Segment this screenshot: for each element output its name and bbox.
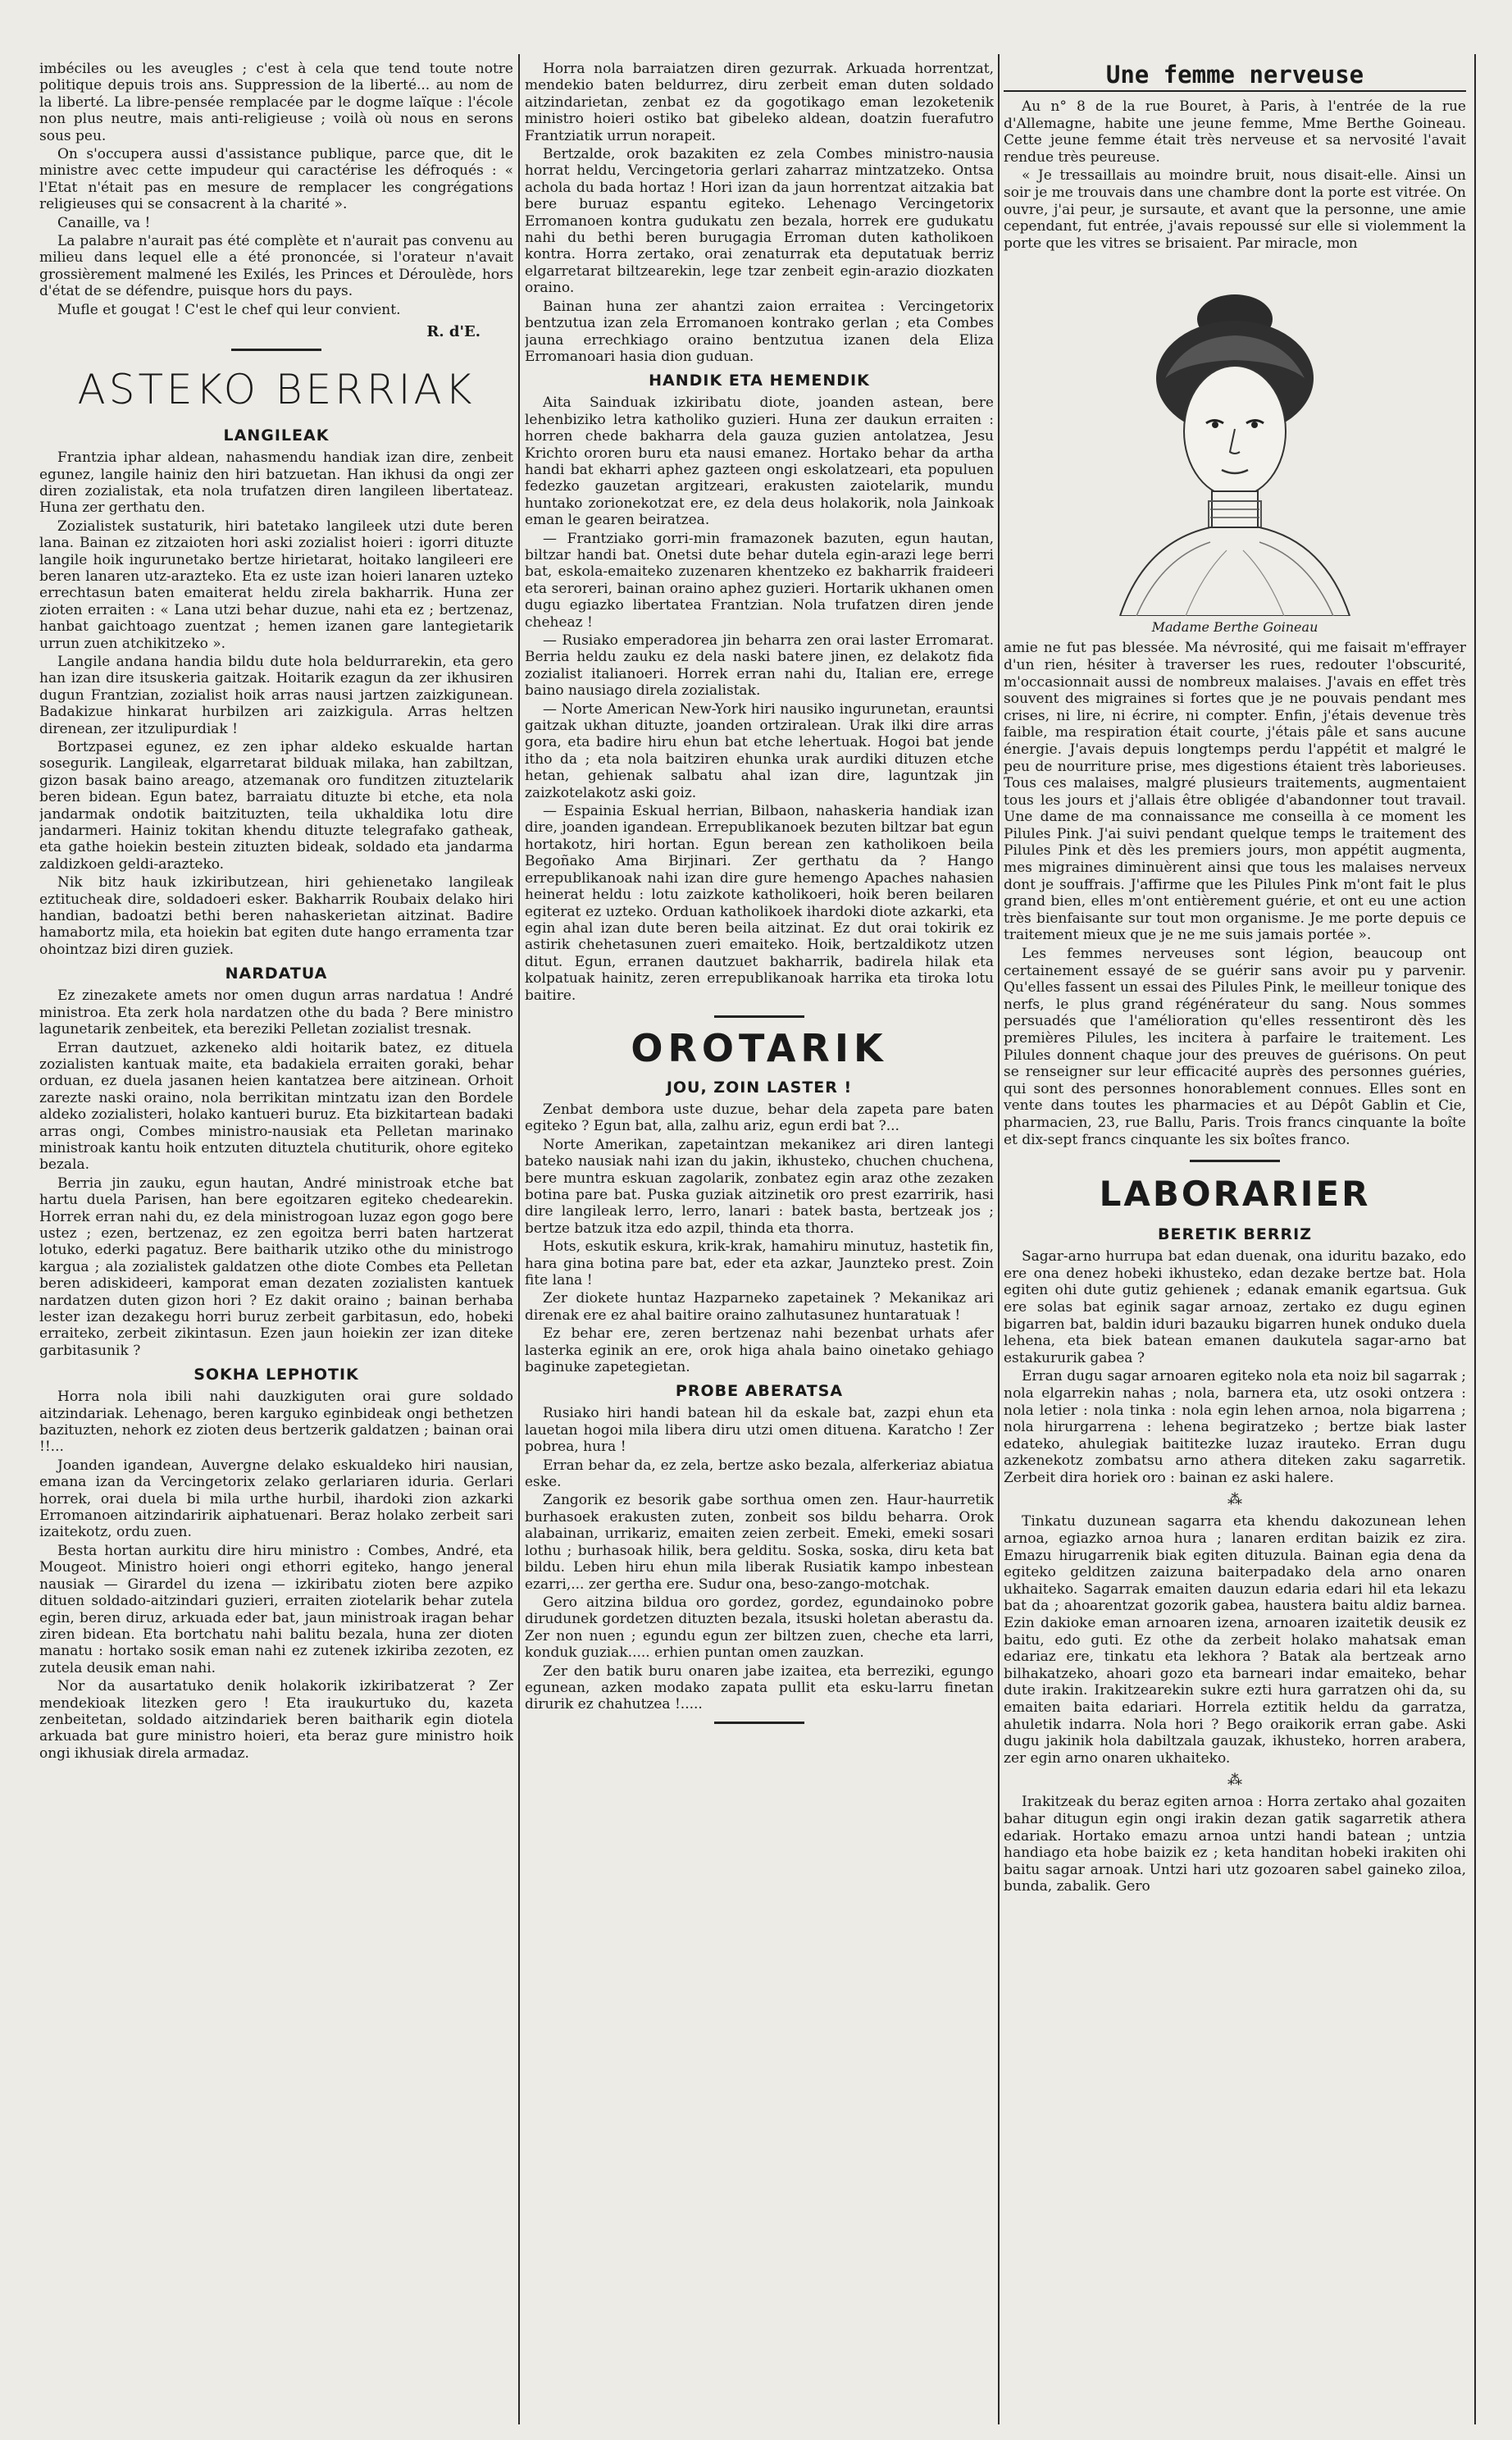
advert-title: Une femme nerveuse: [1004, 61, 1466, 92]
sokha-lephotik-article: [39, 1389, 513, 1762]
column-1: [39, 61, 513, 2423]
column-3: [1004, 61, 1466, 2423]
paragraph: Erran dautzuet, azkeneko aldi hoitarik batez, ez dituela zozialisten kantuak maite, eta badakiela erraiten goraki, behar orduan, ez duela jasanen heien kantatzea bere aitzinean. Orhoit zarezte naski oraino, nola berrikitan mintzatu izan den Bordele aldeko zozialisteri, holako kantueri buruz. Eta bizkitartean badaki arras ongi, Combes ministro-nausiak eta Pelletan marinako ministroak kantu hoik entzuten dituztela chutiturik, ohore egiteko bezala.: [39, 1039, 513, 1174]
paragraph: — Frantziako gorri-min framazonek bazuten, egun hautan, biltzar handi bat. Onetsi dute behar dutela egin-arazi lege berri bat, eskola-emaiteko zuzenaren khentzeko ez bakharrik fraideeri eta seroreri, bainan oraino aphez guzieri. Hortarik ukhanen omen dugu egiazko libertatea Frantzian. Nola trufatzen diren jende cheheaz !: [525, 530, 994, 631]
langileak-article: [39, 449, 513, 958]
divider: [231, 349, 321, 351]
divider: [1190, 1160, 1280, 1162]
paragraph: Norte Amerikan, zapetaintzan mekanikez ari diren lantegi bateko nausiak nahi izan du jakin, ikhusteko, chuchen chuchena, bere muntra eskuan zagolarik, zonbatez egin araz othe zezaken botina pare bat. Puska guziak aitzinetik oro prest ezarririk, hasi dire langileak lerro, lerro, lanari : batek basta, bertzeak jos ; bertze batzuk itza edo azpil, thinda eta thorra.: [525, 1136, 994, 1237]
jou-zoin-laster-article: [525, 1101, 994, 1376]
laborarier-text-c: [1004, 1794, 1466, 1895]
paragraph: Tinkatu duzunean sagarra eta khendu dakozunean lehen arnoa, egiazko arnoa hura ; lanaren erditan baizik ez zira. Emazu hirugarrenik biak egiten dituzula. Bainan egia dena da egiteko gelditzen zaizuna baiterpadako dela arno onaren ukhaiteko. Sagarrak emaiten dauzun edaria edari hil eta lekazu bat da ; ahoarentzat gozorik gabea, haustera baitu aldiz barnea. Ezin dakioke eman arnoaren izena, arnoaren izaitetik deusik ez baitu, edo guti. Ez othe da zerbeit holako mahatsak eman edariaz ere, tinkatu eta lekhora ? Batak ala bertzeak arno bilhakatzeko, ahoari gozo eta barneari indar emaiteko, behar dute irakin. Irakitzearekin sukre ezti hura garratzen ohi da, su emaiten baita edariari. Horrela eztitik heldu da garratza, ahuletik indarra. Nola hori ? Bego oraikorik erran gabe. Aski dugu jakinik hola dabiltzala gauzak, ikhusteko, horren arabera, zer egin arno onaren ukhaiteko.: [1004, 1513, 1466, 1767]
section-title-laborarier: LABORARIER: [1099, 1174, 1371, 1215]
asterism: ⁂: [1227, 1772, 1242, 1790]
nardatua-article: [39, 987, 513, 1359]
intro-article: [39, 61, 513, 318]
portrait-illustration: [1087, 255, 1382, 616]
divider: [714, 1015, 804, 1018]
paragraph: Frantzia iphar aldean, nahasmendu handiak izan dire, zenbeit egunez, langile hainiz den hiri batzuetan. Han ikhusi da ongi zer diren zozialistak, eta nola trufatzen diren langileen libertateaz. Huna zer gerthatu den.: [39, 449, 513, 517]
paragraph: Aita Sainduak izkiribatu diote, joanden astean, bere lehenbiziko letra katholiko guzieri. Huna zer daukun erraiten : horren chede bakharra dela gauza guzien antolatzea, Jesu Krichto ororen buru eta nausi emanez. Hortako behar da artha handi bat ekharri aphez gazteen ongi eskolatzeari, eta populuen fedezko gauzetan argitzeari, erakusten zaiotelarik, mundu huntako zorionekotzat ere, ez dela deus holakorik, nola Jainkoak eman le gearen beiratzea.: [525, 395, 994, 529]
paragraph: Horra nola barraiatzen diren gezurrak. Arkuada horrentzat, mendekio baten beldurrez, diru zerbeit eman duten soldado aitzindarietan, zenbat ez da gogotikago eman lezoketenik ministro hoieri ostiko bat gibeleko aldean, doatzin fuerafutro Frantziatik urrun norapeit.: [525, 61, 994, 144]
paragraph: Sagar-arno hurrupa bat edan duenak, ona iduritu bazako, edo ere ona denez hobeki ikhusteko, edan dezake bertze bat. Hola egiten ohi dute gutiz gehienek ; edanak emanik egartsua. Guk ere solas bat eginik sagar arnoaz, zertako ez dugu eginen bigarren bat, baldin iduri bazauku bigarren hunek onduko duela lehena, eta biek batean emanen daukutela sagar-arno bat estakururik gabea ?: [1004, 1248, 1466, 1366]
article-signature: R. d'E.: [426, 323, 480, 341]
advert-text-b: [1004, 640, 1466, 1148]
paragraph: Besta hortan aurkitu dire hiru ministro : Combes, André, eta Mougeot. Ministro hoieri ongi ethorri egiteko, hango jeneral nausiak — Girardel du izena — izkiribatu zioten bere azpiko dituen soldado-aitzindari guzieri, erraiten ziotelarik behar zutela egin, beren diruz, arkuada eder bat, jaun ministroak iragan behar ziren bidean. Eta bortchatu nahi balitu bezala, huna zer dioten manatu : hortako sosik eman nahi ez zutenek izkiriba zezoten, ez zutela deusik eman nahi.: [39, 1542, 513, 1676]
paragraph: — Espainia Eskual herrian, Bilbaon, nahaskeria handiak izan dire, joanden igandean. Errepublikanoek bezuten biltzar bat egun hortakotz, hiri hortan. Egun berean zen katholikoen beila Begoñako Ama Birjinari. Zer gerthatu da ? Hango errepublikanoak nahi izan dire gure hemengo Apaches nahasien heinerat heldu : lotu zaizkote katholikoeri, hoik beren beilaren egiterat ez uzteko. Orduan katholikoek ihardoki diote azkarki, eta egin ahal izan dute beren beila aitzinat. Ez dut orai tokirik ez astirik chehetasunen zueri emaiteko. Hoik, bertzaldikotz utzen ditut. Egun, erranen dautzuet bakharrik, badirela hilak eta kolpatuak hainitz, zeren errepublikanoak harrika eta tiroka lotu baitire.: [525, 803, 994, 1004]
column-rule: [998, 54, 1000, 2424]
paragraph: Joanden igandean, Auvergne delako eskualdeko hiri nausian, emana izan da Vercingetorix zelako gerlariaren iduria. Gerlari horrek, orai duela bi mila urthe hurbil, ihardoki zion azkarki Erromanoen aitzindaririk aiphatuenari. Beraz holako zerbeit sari izaitekotz, ordu zuen.: [39, 1457, 513, 1541]
section-title-asteko-berriak: ASTEKO BERRIAK: [77, 366, 476, 414]
paragraph: Nik bitz hauk izkiributzean, hiri gehienetako langileak eztitucheak dire, soldadoeri esker. Bakharrik Roubaix delako hiri handian, badoatzi bethi beren nahaskerietan aitzinat. Badire hamabortz mila, eta hoiekin bat egiten dute hango erramenta tzar ohointzaz bizi diren guziek.: [39, 874, 513, 958]
paragraph: — Rusiako emperadorea jin beharra zen orai laster Erromarat. Berria heldu zauku ez dela naski batere jinen, ez delakotz fida zozialist italianoeri. Horrek erran nahi du, Italian ere, errege baino nausiago direla zozialistak.: [525, 632, 994, 700]
paragraph: Bertzalde, orok bazakiten ez zela Combes ministro-nausia horrat heldu, Vercingetoria gerlari zaharraz mintzatzeko. Ontsa achola du bada hortaz ! Hori izan da jaun horrentzat aitzakia bat bere buruaz espantu egiteko. Lehenago Vercingetorix Erromanoen kontra gudukatu zen bezala, horrek ere gudukatu nahi du bethi beren burugagia Erroman duten katholikoen kontra. Horra zertako, orai zenaturrak eta deputatuak berriz elgarretarat biltzearekin, lege tzar zenbeit egin-arazio diozkaten oraino.: [525, 146, 994, 297]
section-title-orotarik: OROTARIK: [631, 1025, 888, 1070]
continued-article: [525, 61, 994, 365]
paragraph: Berria jin zauku, egun hautan, André ministroak etche bat hartu duela Parisen, han bere egoitzaren egiteko chedearekin. Horrek erran nahi du, ez dela ministrogoan luzaz egon gogo bere ustez ; ezen, bertzenaz, ez zen egoitza berri baten hartzerat lotuko, ederki pagatuz. Bere baitharik utziko othe du ministrogo kargua ; ala zozialistek galdatzen othe diote Combes eta Pelletan beren adiskideeri, kamporat eman dezaten zozialisten kantuek nardatzen duten gizon hori ? Ez dakit oraino ; bainan berhaba lester izan dezakegu horri buruz zerbeit garbitasun, edo, hobeki erraiteko, zerbeit zikintasun. Ezen jaun hoiekin zer izan diteke garbitasunik ?: [39, 1174, 513, 1359]
handik-eta-hemendik-article: [525, 395, 994, 1004]
paragraph: Ez zinezakete amets nor omen dugun arras nardatua ! André ministroa. Eta zerk hola nardatzen othe du bada ? Bere ministro lagunetarik zenbeitek, eta bereziki Pelletan zozialist tresnak.: [39, 987, 513, 1038]
subsection-title-beretik-berriz: BERETIK BERRIZ: [1157, 1225, 1312, 1244]
paragraph: Erran behar da, ez zela, bertze asko bezala, alferkeriaz abiatua eske.: [525, 1457, 994, 1491]
column-rule: [518, 54, 520, 2424]
laborarier-text-a: [1004, 1248, 1466, 1486]
paragraph: amie ne fut pas blessée. Ma névrosité, qui me faisait m'effrayer d'un rien, hésiter à traverser les rues, redouter l'obscurité, m'occasionnait aussi de nombreux malaises. J'avais en effet très souvent des migraines si fortes que je ne pouvais pendant mes crises, ni lire, ni écrire, ni compter. Enfin, j'étais devenue très faible, ma respiration était courte, j'étais pâle et sans aucune énergie. J'avais depuis longtemps perdu l'appétit et malgré le peu de nourriture prise, mes digestions étaient très laborieuses. Tous ces malaises, malgré plusieurs traitements, augmentaient tous les jours et j'allais être obligée d'abandonner tout travail. Une dame de ma connaissance me conseilla à ce moment les Pilules Pink. J'ai suivi pendant quelque temps le traitement des Pilules Pink et dès les premiers jours, mon appétit augmenta, mes migraines diminuèrent ainsi que tous les malaises nerveux dont je souffrais. J'affirme que les Pilules Pink m'ont fait le plus grand bien, elles m'ont entièrement guérie, et ont eu une action très bienfaisante sur tout mon organisme. Je me porte depuis ce traitement mieux que je ne me suis jamais portée ».: [1004, 640, 1466, 944]
probe-aberatsa-article: [525, 1405, 994, 1713]
paragraph: Canaille, va !: [57, 214, 151, 231]
paragraph: imbéciles ou les aveugles ; c'est à cela que tend toute notre politique depuis trois ans. Suppression de la liberté... au nom de la liberté. La libre-pensée remplacée par le dogme laïque : l'école non plus neutre, mais anti-religieuse ; voilà où nous en serons sous peu.: [39, 61, 513, 144]
paragraph: Zer diokete huntaz Hazparneko zapetainek ? Mekanikaz ari direnak ere ez ahal baitire oraino zalhutasunez huntaratuak !: [525, 1290, 994, 1324]
divider: [714, 1722, 804, 1724]
subsection-title-jou-zoin-laster: JOU, ZOIN LASTER !: [666, 1078, 853, 1097]
advert-text-a: [1004, 98, 1466, 252]
laborarier-text-b: [1004, 1513, 1466, 1767]
paragraph: Hots, eskutik eskura, krik-krak, hamahiru minutuz, hastetik fin, hara gina botina pare bat, eder eta azkar, Jaunzteko prest. Zoin fite lana !: [525, 1238, 994, 1288]
paragraph: Gero aitzina bildua oro gordez, gordez, egundainoko pobre dirudunek gordetzen dituzten bezala, itsuski holetan aberastu da. Zer non nuen ; egundu egun zer biltzen zuen, cheche eta larri, konduk guziak..... erhien puntan omen zauzkan.: [525, 1594, 994, 1662]
subsection-title-sokha-lephotik: SOKHA LEPHOTIK: [194, 1366, 359, 1384]
paragraph: Horra nola ibili nahi dauzkiguten orai gure soldado aitzindariak. Lehenago, beren karguko eginbideak ongi bethetzen bazituzten, nehork ez zioten deus bertzerik galdatzen ; bainan orai !!...: [39, 1389, 513, 1456]
paragraph: Irakitzeak du beraz egiten arnoa : Horra zertako ahal gozaiten bahar ditugun egin ongi irakin dezan gatik sagarretik athera edariak. Hortako emazu arnoa untzi handi batean ; untzia handiago eta hobe baizik ez ; keta handitan hobeki irakiten ohi baitu sagar arnoak. Untzi hari utz gozoaren sabel gaineko ziloa, bunda, zabalik. Gero: [1004, 1794, 1466, 1895]
paragraph: Nor da ausartatuko denik holakorik izkiribatzerat ? Zer mendekioak litezken gero ! Eta iraukurtuko du, kazeta zenbeitetan, soldado aitzindariek beren baitharik egin diotela arkuada bat gure ministro hoieri, eta beraz gure ministro hoik ongi ikhusiak direla armadaz.: [39, 1678, 513, 1762]
paragraph: Zenbat dembora uste duzue, behar dela zapeta pare baten egiteko ? Egun bat, alla, zalhu ariz, egun erdi bat ?...: [525, 1101, 994, 1135]
paragraph: Zer den batik buru onaren jabe izaitea, eta berreziki, egungo egunean, azken modako zapata pullit eta esku-larru finetan dirurik ez chahutzea !.....: [525, 1662, 994, 1713]
paragraph: On s'occupera aussi d'assistance publique, parce que, dit le ministre avec cette impudeur qui caractérise les défroqués : « l'Etat n'était pas en mesure de remplacer les congrégations religieuses qui se consacrent à la charité ».: [39, 146, 513, 213]
paragraph: — Norte American New-York hiri nausiko ingurunetan, erauntsi gaitzak ukhan dituzte, joanden ortziralean. Urak ilki dire arras gora, eta badire hiru ehun bat etche lehertuak. Hogoi bat jende itho da ; eta nola baitziren ehunka urak aurdiki dituzen etche hetan, gehienak salbatu ahal izan dire, laguntzak jin zaizkotelakotz aski goiz.: [525, 700, 994, 801]
paragraph: Au n° 8 de la rue Bouret, à Paris, à l'entrée de la rue d'Allemagne, habite une jeune femme, Mme Berthe Goineau. Cette jeune femme était très nerveuse et sa nervosité l'avait rendue très peureuse.: [1004, 98, 1466, 166]
paragraph: La palabre n'aurait pas été complète et n'aurait pas convenu au milieu dans lequel elle a été prononcée, si l'orateur n'avait grossièrement malmené les Exilés, les Princes et Déroulède, hors d'état de se défendre, puisque hors du pays.: [39, 233, 513, 300]
asterism: ⁂: [1227, 1491, 1242, 1509]
subsection-title-probe-aberatsa: PROBE ABERATSA: [675, 1382, 844, 1401]
paragraph: Zozialistek sustaturik, hiri batetako langileek utzi dute beren lana. Bainan ez zitzaioten hori aski zozialist hoieri : igorri dituzte langile hoik ingurunetako bertze hirietarat, hoitako langileeri ere beren lanaren utz-arazteko. Eta ez uste izan hoieri lanaren uzteko errechtasun baten emaiterat heldu zirela bakharrik. Huna zer zioten erraiten : « Lana utzi behar duzue, nahi eta ez ; bertzenaz, hanbat gaichtoago zuentzat ; hemen izanen gare lantegietarik urrun zuen atchikitzeko ».: [39, 518, 513, 652]
paragraph: Les femmes nerveuses sont légion, beaucoup ont certainement essayé de se guérir sans avoir pu y parvenir. Qu'elles fassent un essai des Pilules Pink, le meilleur tonique des nerfs, le plus grand régénérateur du sang. Nous sommes persuadés que l'amélioration qu'elles ressentiront dès les premières Pilules, les incitera à parfaire le traitement. Les Pilules donnent chaque jour des preuves de guérisons. On peut se renseigner sur leur efficacité auprès des personnes guéries, qui sont des personnes honorablement connues. Elles sont en vente dans toutes les pharmacies et au Dépôt Gablin et Cie, pharmacien, 23, rue Ballu, Paris. Trois francs cinquante la boîte et dix-sept francs cinquante les six boîtes franco.: [1004, 946, 1466, 1148]
paragraph: Ez behar ere, zeren bertzenaz nahi bezenbat urhats afer lasterka eginik an ere, orok higa ahala baino oinetako gehiago baginuke zapetegietan.: [525, 1325, 994, 1376]
newspaper-page: [39, 61, 1466, 2423]
paragraph: Mufle et gougat ! C'est le chef qui leur convient.: [57, 301, 401, 318]
subsection-title-handik-eta-hemendik: HANDIK ETA HEMENDIK: [649, 372, 870, 390]
paragraph: Bortzpasei egunez, ez zen iphar aldeko eskualde hartan sosegurik. Langileak, elgarretarat bilduak milaka, han zabiltzan, gizon basak baino areago, atzemanak oro funditzen zituztelarik beren bidean. Egun batez, barraiatu dituzte bi etche, eta nola jandarmak ondotik baitzituzten, teila ukhaldika lotu dire jandarmeri. Hainiz tokitan khendu dituzte telegrafako gatheak, eta gathe hoiekin bestein zituzten bideak, soldado eta jandarma zaldizkoen geldi-arazteko.: [39, 739, 513, 873]
paragraph: « Je tressaillais au moindre bruit, nous disait-elle. Ainsi un soir je me trouvais dans une chambre dont la porte est vitrée. On ouvre, j'ai peur, je sursaute, et avant que la personne, une amie cependant, fut entrée, j'avais repoussé sur elle si violemment la porte que les vitres se brisaient. Par miracle, mon: [1004, 167, 1466, 252]
column-2: [525, 61, 994, 2423]
page-edge-rule: [1474, 54, 1476, 2424]
subsection-title-langileak: LANGILEAK: [223, 426, 330, 445]
paragraph: Bainan huna zer ahantzi zaion erraitea : Vercingetorix bentzutua izan zela Erromanoen kontrako gerlan ; eta Combes jauna errechkiago oraino bentzutua izanen dela Eliza Erromanoari hasia dion guduan.: [525, 298, 994, 365]
paragraph: Erran dugu sagar arnoaren egiteko nola eta noiz bil sagarrak ; nola elgarrekin nahas ; nola, barnera eta, utz osoki ontzera : nola letier : nola tinka : nola egin lehen arnoa, nola bigarrena ; nola hirurgarrena : lehena begiratzeko ; bertze biak laster edateko, ahulegiak baititezke luzaz irauteko. Erran dugu azkenekotz zombatsu arno athera diteken zaku sagarretik. Zerbeit dira horiek oro : bainan ez aski halere.: [1004, 1368, 1466, 1486]
paragraph: Zangorik ez besorik gabe sorthua omen zen. Haur-haurretik burhasoek erakusten zuten, zonbeit sos bildu beharra. Orok alabainan, urrikariz, emaiten zeien zerbeit. Emeki, emeki sosari lothu ; burhasoak hilik, bera gelditu. Soska, soska, diru keta bat bildu. Leben hiru ehun mila liberak Rusiatik kampo inbestean ezarri,... zer gertha ere. Sudur ona, beso-zango-motchak.: [525, 1492, 994, 1593]
portrait-caption: Madame Berthe Goineau: [1151, 619, 1318, 636]
paragraph: Langile andana handia bildu dute hola beldurrarekin, eta gero han izan dire itsuskeria gaitzak. Hoitarik ezagun da zer ikhusiren dugun Frantzian, zozialist hoik arras nausi jartzen zaizkigunean. Badakizue hinkarat hurbilzen ari zaizkigula. Arras heltzen direnean, zer itzulipurdiak !: [39, 653, 513, 737]
paragraph: Rusiako hiri handi batean hil da eskale bat, zazpi ehun eta lauetan hogoi mila libera diru utzi omen dituena. Karatcho ! Zer pobrea, hura !: [525, 1405, 994, 1456]
subsection-title-nardatua: NARDATUA: [225, 965, 328, 983]
